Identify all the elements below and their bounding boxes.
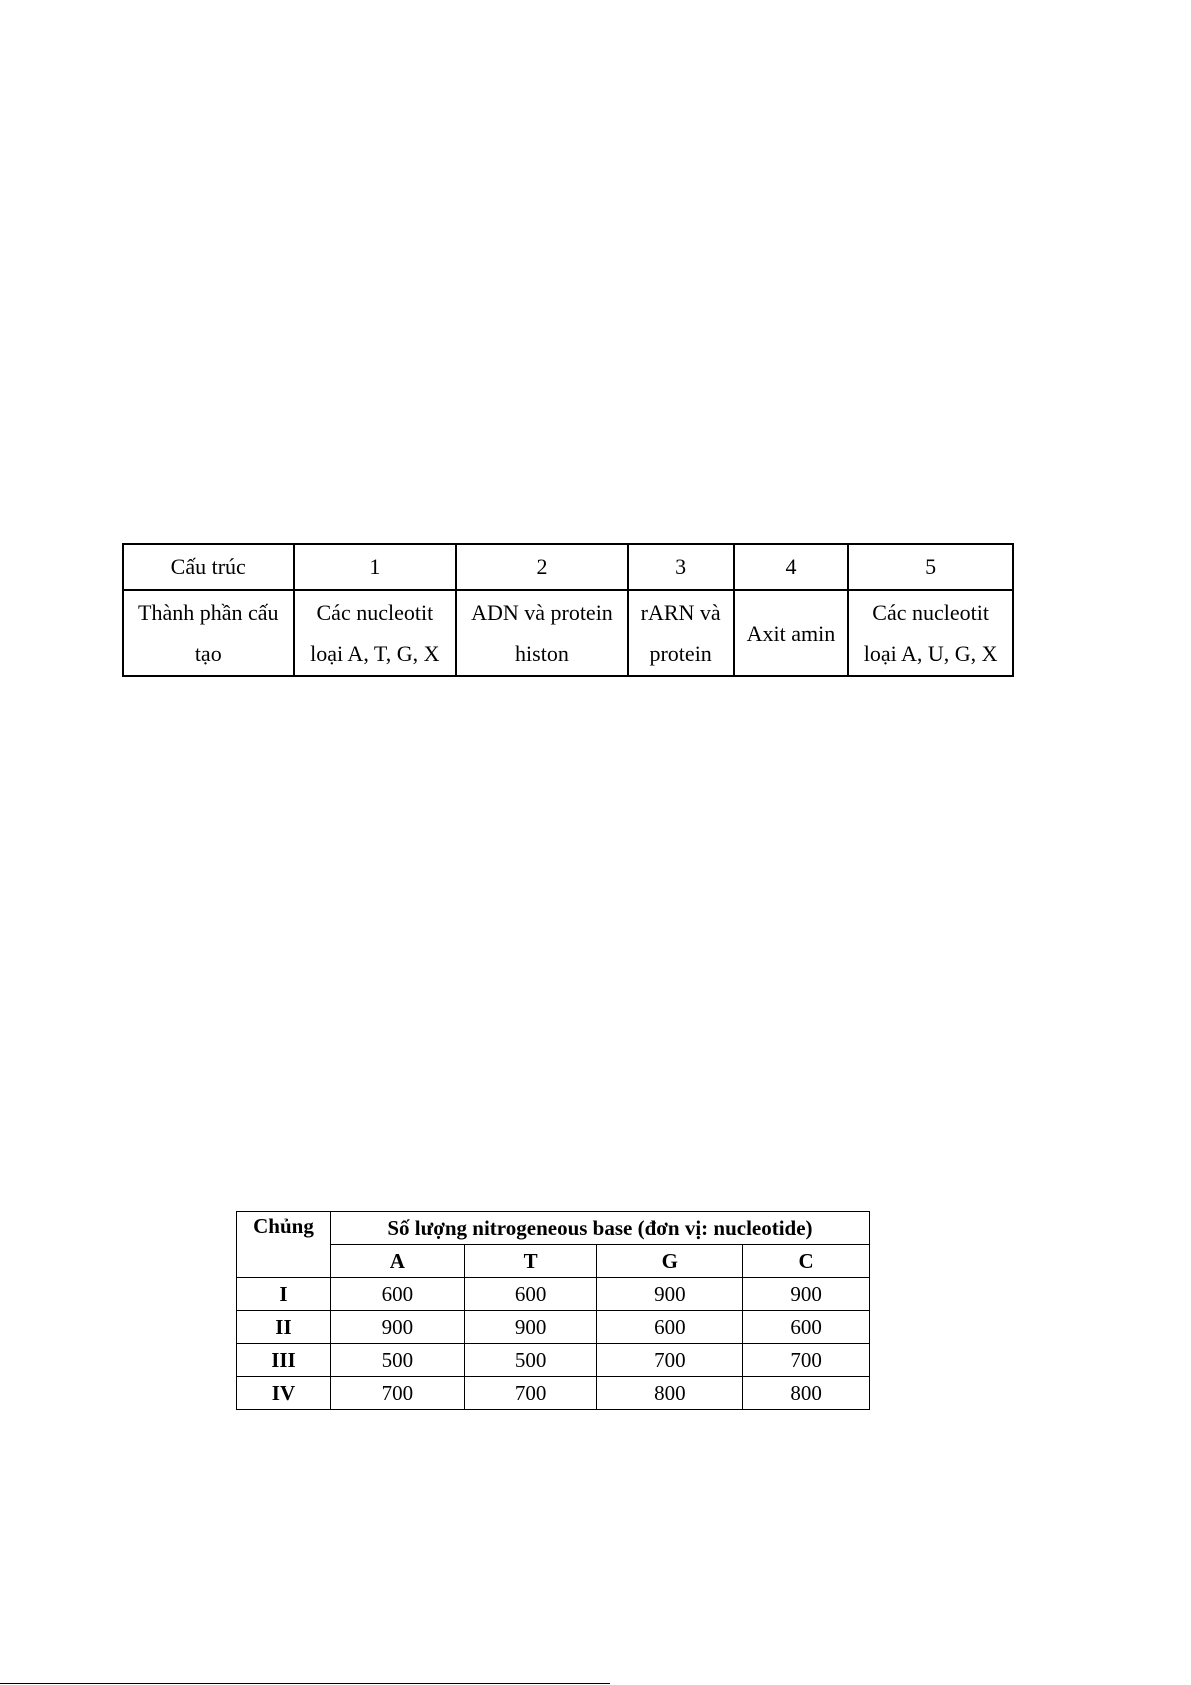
- cell-line: Các nucleotit: [872, 600, 989, 625]
- cell-line: loại A, U, G, X: [863, 641, 998, 666]
- table-cell: 600: [597, 1311, 743, 1344]
- table-cell: 800: [597, 1377, 743, 1410]
- table-row: [237, 1311, 870, 1344]
- strain-label: II: [237, 1311, 331, 1344]
- base-header-c: C: [743, 1245, 870, 1278]
- base-header-a: A: [330, 1245, 464, 1278]
- header-cell-5: 5: [848, 544, 1013, 590]
- table-cell: 600: [330, 1278, 464, 1311]
- table-cell: 800: [743, 1377, 870, 1410]
- table-cell: 700: [597, 1344, 743, 1377]
- structure-table: [122, 543, 1014, 677]
- strain-header: Chủng: [237, 1212, 331, 1278]
- composition-cell-4: [734, 590, 849, 676]
- header-cell-structure: Cấu trúc: [123, 544, 294, 590]
- composition-cell-5: [848, 590, 1013, 676]
- table-row: [237, 1245, 870, 1278]
- strain-label: III: [237, 1344, 331, 1377]
- cell-line: tạo: [194, 641, 222, 666]
- table-row: [123, 590, 1013, 676]
- cell-line: Các nucleotit: [316, 600, 434, 625]
- header-cell-2: 2: [456, 544, 628, 590]
- base-header-g: G: [597, 1245, 743, 1278]
- base-header-t: T: [464, 1245, 597, 1278]
- composition-cell-3: [628, 590, 734, 676]
- nitrogenous-base-table: [236, 1211, 870, 1410]
- table-cell: 700: [743, 1344, 870, 1377]
- header-cell-3: 3: [628, 544, 734, 590]
- strain-label: I: [237, 1278, 331, 1311]
- table-cell: 900: [464, 1311, 597, 1344]
- base-count-group-header: Số lượng nitrogeneous base (đơn vị: nucleotide): [330, 1212, 869, 1245]
- table-cell: 500: [464, 1344, 597, 1377]
- composition-label-cell: [123, 590, 294, 676]
- cell-line: ADN và protein: [471, 600, 613, 625]
- footer-divider: [0, 1683, 610, 1684]
- table-cell: 700: [464, 1377, 597, 1410]
- table-cell: 700: [330, 1377, 464, 1410]
- table-row: [237, 1344, 870, 1377]
- cell-line: rARN và: [640, 600, 721, 625]
- table-cell: 900: [743, 1278, 870, 1311]
- table-row: [237, 1212, 870, 1245]
- cell-line: histon: [515, 641, 569, 666]
- header-cell-4: 4: [734, 544, 849, 590]
- cell-line: loại A, T, G, X: [310, 641, 440, 666]
- cell-line: protein: [649, 641, 712, 666]
- table-cell: 500: [330, 1344, 464, 1377]
- table-row: [237, 1278, 870, 1311]
- cell-line: Axit amin: [746, 620, 836, 646]
- header-cell-1: 1: [294, 544, 457, 590]
- composition-cell-2: [456, 590, 628, 676]
- table-cell: 900: [597, 1278, 743, 1311]
- table-cell: 600: [743, 1311, 870, 1344]
- table-row: [123, 544, 1013, 590]
- table-cell: 900: [330, 1311, 464, 1344]
- table-cell: 600: [464, 1278, 597, 1311]
- strain-label: IV: [237, 1377, 331, 1410]
- cell-line: Thành phần cấu: [138, 600, 279, 625]
- table-row: [237, 1377, 870, 1410]
- composition-cell-1: [294, 590, 457, 676]
